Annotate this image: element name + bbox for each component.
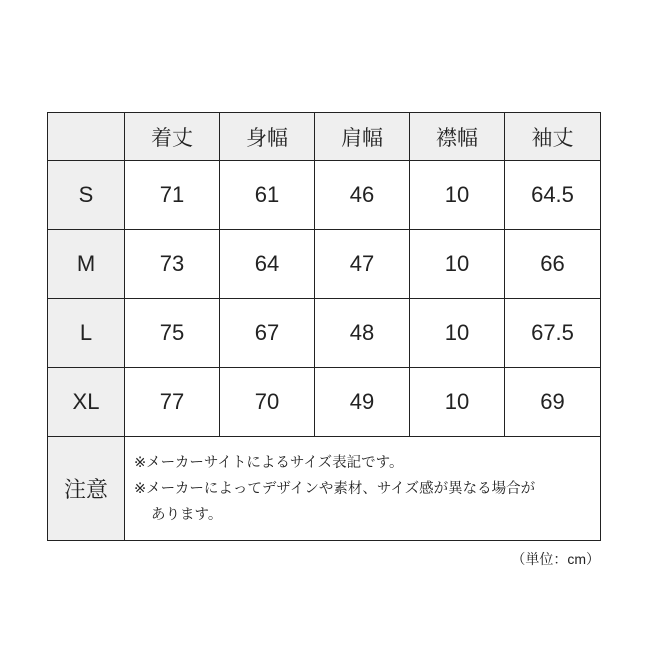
table-cell: 67.5 <box>505 299 601 368</box>
column-header: 肩幅 <box>315 113 410 161</box>
table-cell: 48 <box>315 299 410 368</box>
column-header: 身幅 <box>220 113 315 161</box>
table-cell: 64.5 <box>505 161 601 230</box>
table-cell: 66 <box>505 230 601 299</box>
table-cell: 10 <box>410 161 505 230</box>
table-cell: 69 <box>505 368 601 437</box>
note-line: ※メーカーサイトによるサイズ表記です。 <box>134 454 404 471</box>
size-label: L <box>48 299 125 368</box>
size-label: S <box>48 161 125 230</box>
notes-row <box>48 437 601 541</box>
notes-body <box>125 437 601 541</box>
size-label: M <box>48 230 125 299</box>
table-cell: 67 <box>220 299 315 368</box>
unit-label: （単位：cm） <box>511 551 600 567</box>
size-chart-table <box>47 112 601 541</box>
table-row <box>48 230 601 299</box>
notes-label: 注意 <box>48 437 125 541</box>
table-cell: 46 <box>315 161 410 230</box>
column-header: 袖丈 <box>505 113 601 161</box>
size-label: XL <box>48 368 125 437</box>
table-cell: 10 <box>410 368 505 437</box>
column-header: 着丈 <box>125 113 220 161</box>
corner-cell <box>48 113 125 161</box>
table-cell: 10 <box>410 299 505 368</box>
table-cell: 71 <box>125 161 220 230</box>
table-cell: 49 <box>315 368 410 437</box>
table-cell: 64 <box>220 230 315 299</box>
table-row <box>48 161 601 230</box>
table-cell: 73 <box>125 230 220 299</box>
note-line: あります。 <box>151 506 223 523</box>
table-cell: 10 <box>410 230 505 299</box>
table-row <box>48 368 601 437</box>
table-cell: 77 <box>125 368 220 437</box>
table-cell: 47 <box>315 230 410 299</box>
note-line: ※メーカーによってデザインや素材、サイズ感が異なる場合が <box>134 480 536 497</box>
table-cell: 61 <box>220 161 315 230</box>
table-cell: 70 <box>220 368 315 437</box>
table-cell: 75 <box>125 299 220 368</box>
header-row <box>48 113 601 161</box>
table-row <box>48 299 601 368</box>
column-header: 襟幅 <box>410 113 505 161</box>
